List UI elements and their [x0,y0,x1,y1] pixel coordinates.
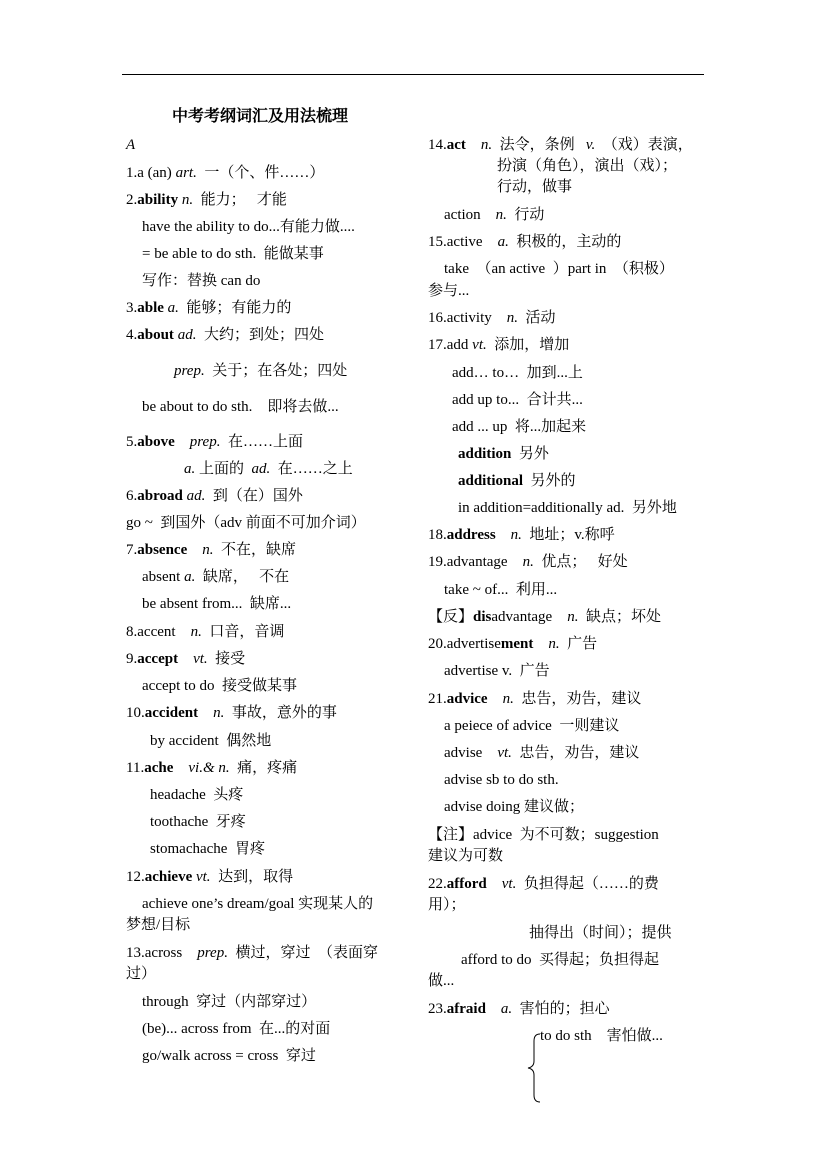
right-line-27 [428,825,659,845]
left-line-23 [150,785,243,805]
text-span: 7. [126,542,138,558]
right-line-5 [428,232,621,252]
left-line-33 [142,1046,316,1066]
text-span: 达到，取得 [210,869,294,885]
text-span [487,876,502,892]
text-span: 12. [126,869,145,885]
text-span: 横过，穿过 （表面穿 [227,945,378,961]
text-span: accept [137,651,179,667]
right-line-10 [452,363,583,383]
text-span: 地址；v.称呼 [521,527,615,543]
text-span: go ~ 到国外（adv 前面不可加介词） [126,515,366,531]
left-line-15 [142,567,289,587]
left-line-32 [142,1019,330,1039]
text-span: action [444,207,496,223]
right-line-26 [444,797,584,817]
text-span: 大约；到处；四处 [196,327,324,343]
right-line-34 [428,999,610,1019]
left-line-20 [126,703,337,723]
text-span: 能够；有能力的 [178,300,292,316]
text-span: 过） [126,966,157,982]
left-line-8 [174,361,347,381]
left-line-12 [126,486,303,506]
text-span: 扮演（角色），演出（戏）； [497,158,678,174]
text-span: address [446,527,496,543]
left-line-7 [126,325,324,345]
text-span: 抽得出（时间）；提供 [529,925,672,941]
right-line-32 [461,950,659,970]
right-line-3 [497,177,572,197]
left-line-4 [142,244,324,264]
text-span: 到（在）国外 [205,488,303,504]
right-line-9 [428,335,569,355]
text-span: add ... up 将...加起来 [452,419,587,435]
right-line-20 [428,634,597,654]
text-span: 上面的 [195,461,252,477]
text-span: take （an active ）part in （积极） [444,261,674,277]
text-span: 口音，音调 [201,624,285,640]
left-line-13 [126,513,366,533]
text-span: 添加，增加 [486,337,570,353]
right-line-22 [428,689,641,709]
text-span: 一（个、件……） [196,165,325,181]
text-span: 在……上面 [220,434,303,450]
text-span: 4. [126,327,138,343]
text-span: n. [510,527,522,543]
text-span: 15.active [428,234,498,250]
text-span: through 穿过（内部穿过） [142,994,317,1010]
right-line-21 [444,661,550,681]
text-span: 建议为可数 [428,848,504,864]
text-span: n. [502,691,514,707]
right-line-16 [428,525,615,545]
left-line-28 [126,915,190,935]
text-span: 梦想/目标 [126,917,191,933]
text-span [178,651,193,667]
left-line-10 [126,432,303,452]
text-span: n. [213,705,225,721]
left-line-16 [142,594,291,614]
text-span: ad. [186,488,206,504]
text-span: a peiece of advice 一则建议 [444,718,620,734]
text-span: vt. [501,876,517,892]
text-span: advise sb to do sth. [444,772,559,788]
left-line-31 [142,992,316,1012]
left-line-5 [142,271,260,291]
text-span: 忠告，劝告，建议 [511,745,640,761]
left-line-21 [150,731,271,751]
text-span: 17.add [428,337,473,353]
text-span: achieve one’s dream/goal 实现某人的 [142,896,374,912]
text-span: ability [137,192,179,208]
right-line-35 [540,1026,663,1046]
text-span: have the ability to do...有能力做.... [142,219,355,235]
left-line-14 [126,540,296,560]
right-line-11 [452,390,583,410]
left-line-19 [142,676,297,696]
text-span: prep. [174,363,205,379]
text-span: be about to do sth. 即将去做... [142,399,339,415]
right-line-2 [497,156,677,176]
text-span: 20.advertise [428,636,501,652]
header-rule [122,74,704,75]
text-span: 另外的 [523,473,576,489]
text-span: 10. [126,705,145,721]
text-span: n. [202,542,214,558]
left-line-22 [126,758,297,778]
text-span: n. [548,636,560,652]
text-span: prep. [197,945,228,961]
text-span: dis [473,609,492,625]
text-span [173,760,188,776]
text-span [466,137,481,153]
curly-brace [524,1033,544,1103]
text-span: art. [175,165,197,181]
right-line-29 [428,874,659,894]
text-span: vi.& n. [188,760,230,776]
text-span: 行动，做事 [497,179,573,195]
text-span: = be able to do sth. 能做某事 [142,246,324,262]
text-span: 5. [126,434,138,450]
text-span: 9. [126,651,138,667]
text-span: advertise v. 广告 [444,663,550,679]
text-span: 优点； 好处 [533,554,628,570]
right-line-30 [428,895,466,915]
text-span: in addition=additionally ad. 另外地 [458,500,677,516]
text-span: 事故，意外的事 [224,705,337,721]
left-line-27 [142,894,373,914]
text-span: vt. [497,745,512,761]
text-span: 负担得起（……的费 [516,876,659,892]
text-span: n. [506,310,518,326]
right-line-33 [428,971,454,991]
text-span: accident [144,705,199,721]
right-line-23 [444,716,619,736]
right-line-7 [428,281,469,301]
text-span: by accident 偶然地 [150,733,272,749]
text-span: 23. [428,1001,447,1017]
right-line-4 [444,205,544,225]
text-span: （戏）表演， [595,137,693,153]
text-span: 广告 [559,636,598,652]
left-line-17 [126,622,284,642]
text-span: vt. [472,337,487,353]
right-line-13 [458,444,549,464]
text-span: above [137,434,175,450]
text-span: advise [444,745,498,761]
text-span: a. [184,461,196,477]
text-span: 21. [428,691,447,707]
text-span: 活动 [518,310,556,326]
left-line-25 [150,839,265,859]
left-line-24 [150,812,246,832]
text-span: go/walk across = cross 穿过 [142,1048,316,1064]
left-line-11 [184,459,353,479]
text-span: 能力； 才能 [193,192,287,208]
text-span: v. [585,137,596,153]
text-span: 14. [428,137,447,153]
text-span: 19.advantage [428,554,523,570]
left-line-1 [126,163,324,183]
text-span: 16.activity [428,310,507,326]
text-span: 接受 [207,651,246,667]
text-span: 痛，疼痛 [229,760,298,776]
text-span: 法令，条例 [492,137,586,153]
text-span: 行动 [506,207,545,223]
text-span: 参与... [428,283,470,299]
text-span [486,1001,501,1017]
text-span: absent [142,569,185,585]
text-span: able [137,300,164,316]
text-span: 做... [428,973,455,989]
text-span: n. [190,624,202,640]
text-span: 3. [126,300,138,316]
text-span: n. [495,207,507,223]
text-span: accept to do 接受做某事 [142,678,297,694]
text-span: 用）； [428,897,466,913]
right-line-24 [444,743,639,763]
right-line-17 [428,552,628,572]
text-span: ache [144,760,174,776]
text-span: a. [167,300,179,316]
text-span: afraid [446,1001,486,1017]
text-span: about [137,327,174,343]
right-line-8 [428,308,556,328]
text-span: 22. [428,876,447,892]
text-span: headache 头疼 [150,787,244,803]
right-line-6 [444,259,674,279]
text-span: abroad [137,488,183,504]
text-span: ad. [177,327,197,343]
left-line-30 [126,964,156,984]
text-span [175,434,190,450]
text-span: 写作：替换 can do [142,273,261,289]
text-span: toothache 牙疼 [150,814,246,830]
text-span [496,527,511,543]
text-span: 不在，缺席 [213,542,297,558]
text-span: n. [480,137,493,153]
text-span: 关于；在各处；四处 [204,363,348,379]
text-span: act [446,137,466,153]
right-line-15 [458,498,677,518]
section-letter: A [126,137,136,153]
text-span: to do sth 害怕做... [540,1028,663,1044]
text-span: a. [184,569,196,585]
text-span: 2. [126,192,138,208]
text-span: (be)... across from 在...的对面 [142,1021,331,1037]
text-span: add… to… 加到...上 [452,365,583,381]
text-span: achieve [144,869,193,885]
text-span: ad. [251,461,271,477]
text-span: 【注】advice 为不可数；suggestion [428,827,659,843]
text-span: 1.a (an) [126,165,176,181]
page-title: 中考考纲词汇及用法梳理 [172,108,349,125]
text-span: 害怕的；担心 [512,1001,610,1017]
text-span: a. [500,1001,513,1017]
right-line-12 [452,417,586,437]
text-span: advice [446,691,488,707]
text-span: n. [567,609,579,625]
text-span: be absent from... 缺席... [142,596,292,612]
right-line-1 [428,135,693,155]
right-line-14 [458,471,576,491]
text-span: advantage [491,609,568,625]
text-span: 缺点；坏处 [578,609,661,625]
right-line-18 [444,580,557,600]
right-line-19 [428,607,661,627]
text-span: 缺席， 不在 [195,569,290,585]
text-span: afford to do 买得起；负担得起 [461,952,660,968]
text-span: 【反】 [428,609,474,625]
text-span: a. [497,234,509,250]
left-line-2 [126,190,287,210]
text-span: add up to... 合计共... [452,392,583,408]
text-span: absence [137,542,188,558]
text-span: 8.accent [126,624,191,640]
text-span: afford [446,876,487,892]
text-span: vt. [193,651,208,667]
text-span: n. [522,554,534,570]
text-span: vt. [195,869,211,885]
right-line-28 [428,846,503,866]
text-span: addition [458,446,512,462]
text-span: 11. [126,760,145,776]
left-line-29 [126,943,378,963]
text-span: 6. [126,488,138,504]
text-span [533,636,548,652]
text-span: 13.across [126,945,198,961]
text-span: 另外 [511,446,549,462]
left-line-3 [142,217,355,237]
text-span: additional [458,473,524,489]
text-span: advise doing 建议做； [444,799,584,815]
right-line-25 [444,770,559,790]
left-line-18 [126,649,245,669]
text-span: prep. [189,434,221,450]
text-span: take ~ of... 利用... [444,582,558,598]
text-span [488,691,503,707]
text-span: 在……之上 [270,461,353,477]
left-line-26 [126,867,293,887]
right-line-31 [529,923,672,943]
left-line-9 [142,397,339,417]
text-span: 忠告，劝告，建议 [513,691,642,707]
text-span [198,705,213,721]
text-span [187,542,202,558]
text-span: stomachache 胃疼 [150,841,265,857]
left-line-6 [126,298,291,318]
text-span: ment [500,636,534,652]
text-span: n. [181,192,194,208]
text-span: 积极的，主动的 [508,234,622,250]
text-span: 18. [428,527,447,543]
